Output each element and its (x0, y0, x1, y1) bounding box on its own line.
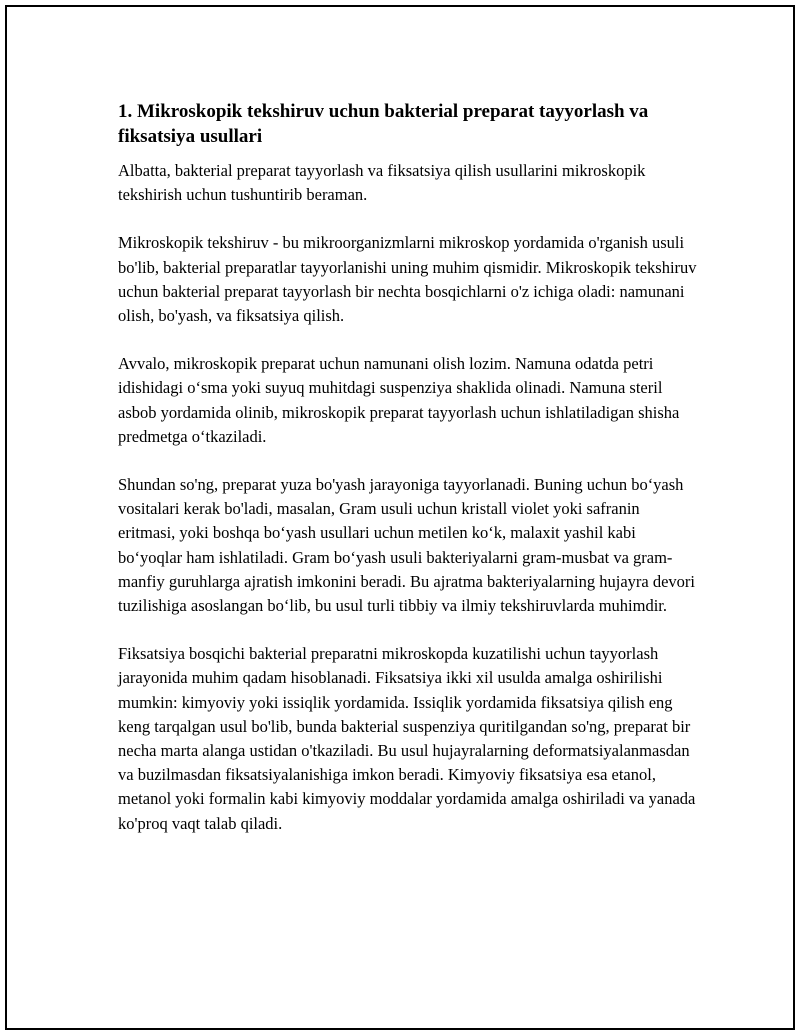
paragraph-intro: Albatta, bakterial preparat tayyorlash va fiksatsiya qilish usullarini mikroskopik tekshirish uchun tushuntirib beraman. (118, 161, 646, 205)
paragraph-staining: Shundan so'ng, preparat yuza bo'yash jarayoniga tayyorlanadi. Buning uchun bo‘yash vositalari kerak bo'ladi, masalan, Gram usuli uchun kristall violet yoki safranin eritmasi, yoki boshqa bo‘yash usullari uchun metilen ko‘k, malaxit yashil kabi bo‘yoqlar ham ishlatiladi. Gram bo‘yash usuli bakteriyalarni gram-musbat va gram-manfiy guruhlarga ajratish imkonini beradi. Bu ajratma bakteriyalarning hujayra devori tuzilishiga asoslangan bo‘lib, bu usul turli tibbiy va ilmiy tekshiruvlarda muhimdir. (118, 475, 696, 616)
document-title: 1. Mikroskopik tekshiruv uchun bakterial preparat tayyorlash va fiksatsiya usullari (118, 101, 649, 147)
paragraph-sampling: Avvalo, mikroskopik preparat uchun namunani olish lozim. Namuna odatda petri idishidagi o‘sma yoki suyuq muhitdagi suspenziya shaklida olinadi. Namuna steril asbob yordamida olinib, mikroskopik preparat tayyorlash uchun ishlatiladigan shisha predmetga o‘tkaziladi. (118, 354, 680, 446)
paragraph-fixation: Fiksatsiya bosqichi bakterial preparatni mikroskopda kuzatilishi uchun tayyorlash jarayonida muhim qadam hisoblanadi. Fiksatsiya ikki xil usulda amalga oshirilishi mumkin: kimyoviy yoki issiqlik yordamida. Issiqlik yordamida fiksatsiya qilish eng keng tarqalgan usul bo'lib, bunda bakterial suspenziya quritilgandan so'ng, preparat bir necha marta alanga ustidan o'tkaziladi. Bu usul hujayralarning deformatsiyalanmasdan va buzilmasdan fiksatsiyalanishiga imkon beradi. Kimyoviy fiksatsiya esa etanol, metanol yoki formalin kabi kimyoviy moddalar yordamida amalga oshiriladi va yanada ko'proq vaqt talab qiladi. (118, 644, 696, 833)
page-frame (5, 5, 795, 1030)
document-body (118, 99, 698, 860)
paragraph-definition: Mikroskopik tekshiruv - bu mikroorganizmlarni mikroskop yordamida o'rganish usuli bo'lib, bakterial preparatlar tayyorlanishi uning muhim qismidir. Mikroskopik tekshiruv uchun bakterial preparat tayyorlash bir nechta bosqichlarni o'z ichiga oladi: namunani olish, bo'yash, va fiksatsiya qilish. (118, 233, 697, 326)
